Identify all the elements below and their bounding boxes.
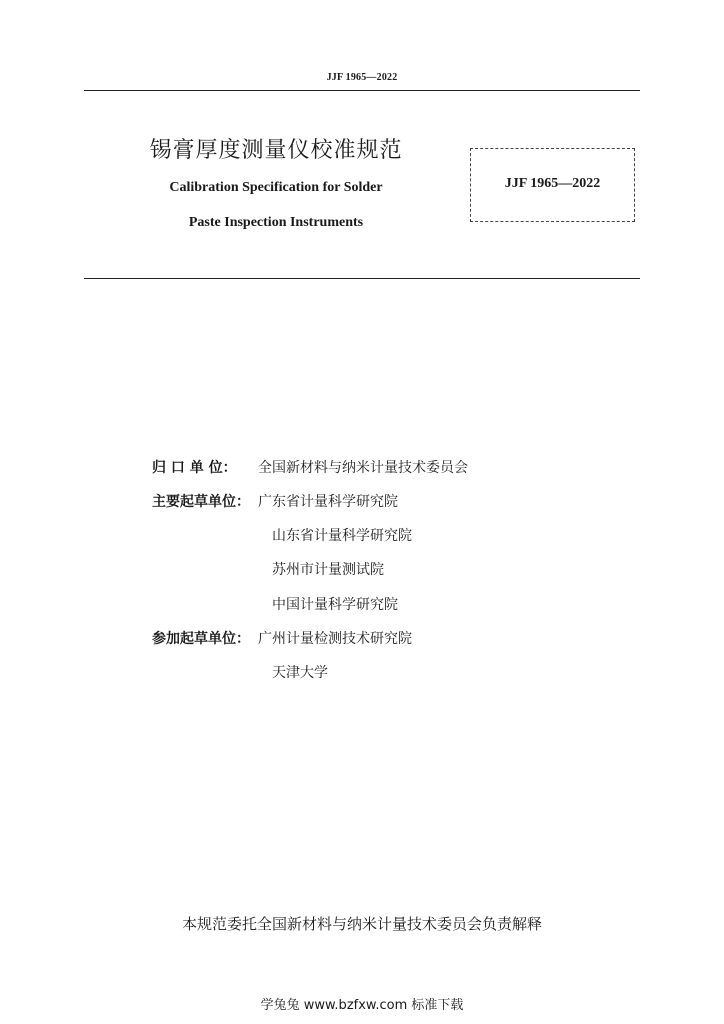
participating-drafting-label: 参加起草单位： — [152, 631, 250, 647]
watermark-text: 学兔兔 www.bzfxw.com 标准下载 — [260, 998, 464, 1013]
bottom-divider — [84, 278, 640, 279]
main-drafting-unit: 广东省计量科学研究院 — [258, 494, 398, 510]
title-chinese: 锡膏厚度测量仪校准规范 — [149, 138, 403, 163]
responsible-unit-label: 归 口 单 位： — [152, 460, 237, 476]
participating-drafting-unit: 广州计量检测技术研究院 — [258, 631, 412, 647]
title-english-line-2: Paste Inspection Instruments — [188, 215, 364, 230]
main-drafting-unit: 苏州市计量测试院 — [272, 562, 384, 578]
title-english-line-1: Calibration Specification for Solder — [169, 180, 383, 195]
main-drafting-unit: 中国计量科学研究院 — [272, 597, 398, 613]
interpretation-note: 本规范委托全国新材料与纳米计量技术委员会负责解释 — [181, 915, 542, 933]
responsible-unit-value: 全国新材料与纳米计量技术委员会 — [258, 460, 468, 476]
header-code: JJF 1965—2022 — [326, 72, 398, 83]
top-divider — [84, 90, 640, 91]
main-drafting-label: 主要起草单位： — [152, 494, 250, 510]
participating-drafting-unit: 天津大学 — [272, 665, 328, 681]
code-box-text: JJF 1965—2022 — [504, 176, 601, 191]
main-drafting-unit: 山东省计量科学研究院 — [272, 528, 412, 544]
